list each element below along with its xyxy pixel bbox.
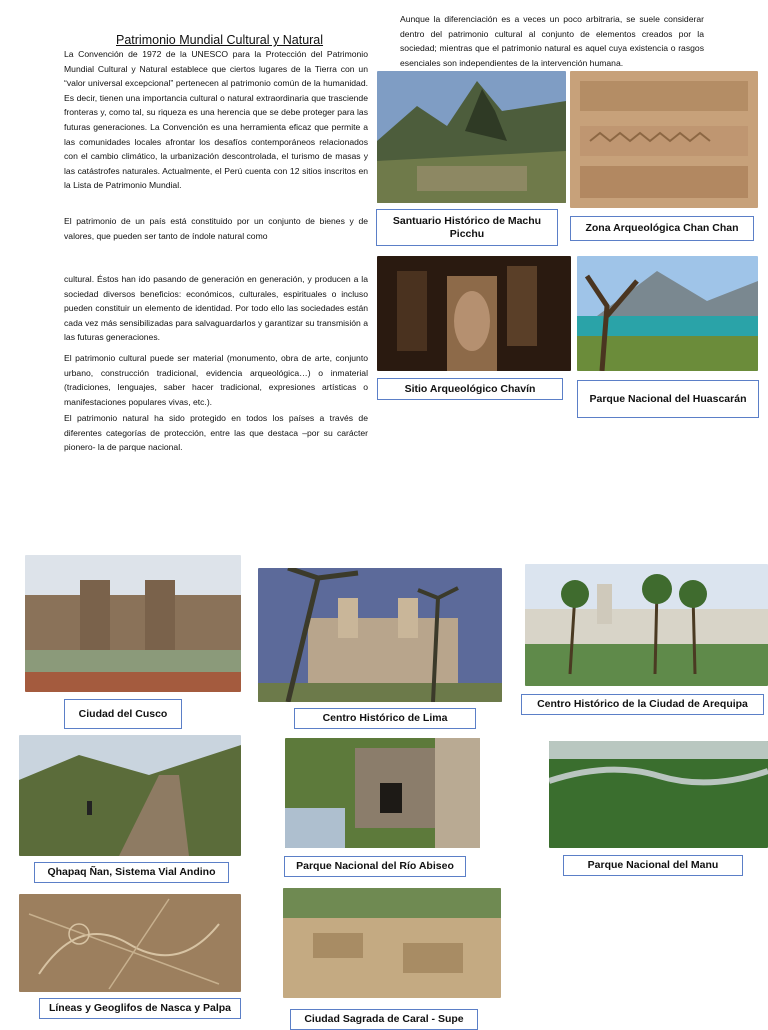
paragraph-cultural: cultural. Éstos han ido pasando de generación en generación, y producen a la sociedad diversos beneficios: económicos, culturales, espirituales o incluso pueden constituir un elemento de identidad. Por todo ello las sociedades están cada vez más sensibilizadas para salvaguardarlos y garantizar su transmisión a las futuras generaciones. <box>64 274 368 343</box>
cusco-photo <box>25 555 241 692</box>
nasca-photo <box>19 894 241 992</box>
paragraph-patrimonio: El patrimonio de un país está constituido por un conjunto de bienes y de valores, que pueden ser tanto de índole natural como <box>64 216 368 241</box>
paragraph-unesco: La Convención de 1972 de la UNESCO para la Protección del Patrimonio Mundial Cultural y Natural establece que ciertos lugares de la Tierra con un “valor universal excepcional” pertenecen al patrimonio común de la humanidad. Es decir, tienen una importancia cultural o natural extraordinaria que trasciende fronteras y, como tal, su riqueza es una herencia que se debe proteger para las futuras generaciones. La Convención es una herramienta eficaz que permite a las comunidades locales afrontar los desafíos contemporáneos relacionados con el cambio climático, la urbanización descontrolada, el turismo de masas y las catástrofes naturales. Actualmente, el Perú cuenta con 12 sitios inscritos en la Lista de Patrimonio Mundial. <box>64 49 368 191</box>
intro-right-paragraph: Aunque la diferenciación es a veces un poco arbitraria, se suele considerar dentro del patrimonio cultural al conjunto de elementos creados por la sociedad; mientras que el patrimonio natural es aquel cuya existencia o rasgos esenciales son independientes de la intervención humana. <box>400 14 704 68</box>
chan-chan-photo <box>570 71 758 208</box>
chavin-photo <box>377 256 571 371</box>
caption-caral: Ciudad Sagrada de Caral - Supe <box>290 1009 478 1030</box>
caption-cusco: Ciudad del Cusco <box>64 699 182 729</box>
manu-photo <box>549 741 768 848</box>
paragraph-natural: El patrimonio natural ha sido protegido en todos los países a través de diferentes categorías de protección, entre las que destaca –por su carácter pionero- la de parque nacional. <box>64 413 368 453</box>
caption-lima: Centro Histórico de Lima <box>294 708 476 729</box>
qhapaq-nan-photo <box>19 735 241 856</box>
caption-machu-picchu: Santuario Histórico de Machu Picchu <box>376 209 558 246</box>
caption-huascaran: Parque Nacional del Huascarán <box>577 380 759 418</box>
caption-nasca: Líneas y Geoglifos de Nasca y Palpa <box>39 998 241 1019</box>
caption-chavin: Sitio Arqueológico Chavín <box>377 378 563 400</box>
caption-qhapaq-nan: Qhapaq Ñan, Sistema Vial Andino <box>34 862 229 883</box>
rio-abiseo-photo <box>285 738 480 848</box>
machu-picchu-photo <box>377 71 566 203</box>
caral-photo <box>283 888 501 998</box>
caption-manu: Parque Nacional del Manu <box>563 855 743 876</box>
page-title: Patrimonio Mundial Cultural y Natural <box>116 33 324 47</box>
lima-photo <box>258 568 502 702</box>
paragraph-material: El patrimonio cultural puede ser material (monumento, obra de arte, conjunto urbano, construcción tradicional, evidencia arqueológica…) o inmaterial (tradiciones, lenguajes, saber hacer tradicional, expresiones artísticas o manifestaciones populares vivas, etc.). <box>64 353 368 407</box>
arequipa-photo <box>525 564 768 686</box>
huascaran-photo <box>577 256 758 371</box>
caption-rio-abiseo: Parque Nacional del Río Abiseo <box>284 856 466 877</box>
caption-chan-chan: Zona Arqueológica Chan Chan <box>570 216 754 241</box>
caption-arequipa: Centro Histórico de la Ciudad de Arequipa <box>521 694 764 715</box>
